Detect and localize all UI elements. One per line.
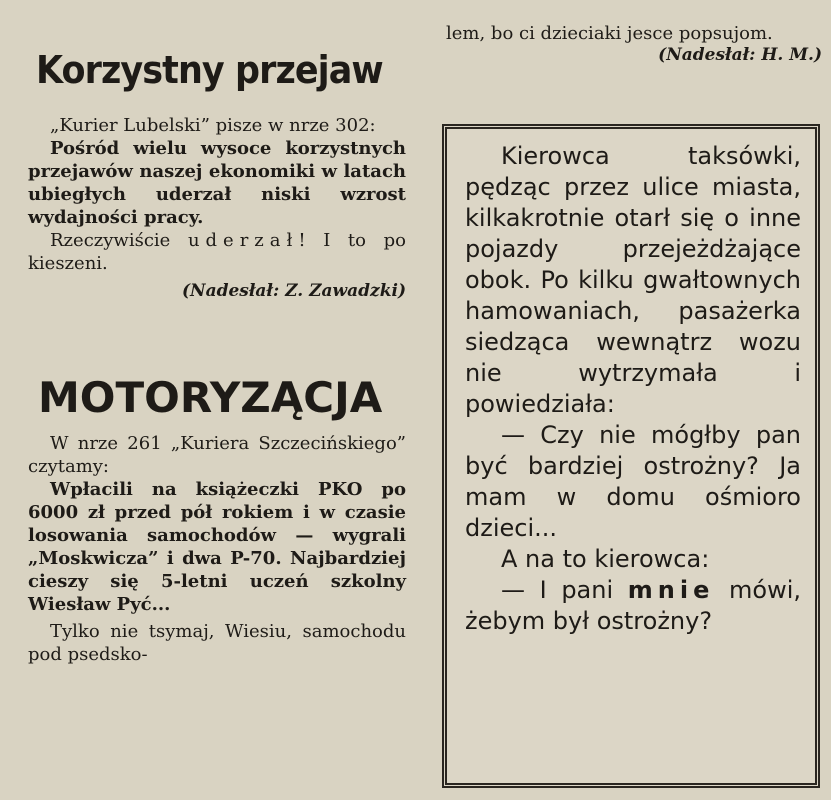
- anecdote-p2: — Czy nie mógłby pan być bardziej ostrożny? Ja mam w domu ośmioro dzieci...: [465, 421, 801, 542]
- article1-comment-end: ! I to po kieszeni.: [28, 230, 406, 274]
- article1-intro: „Kurier Lubelski” pisze w nrze 302:: [50, 115, 376, 136]
- article1-comment: [28, 229, 406, 275]
- article1-comment-emphasis: uderzał: [187, 230, 299, 251]
- article1-quote: Pośród wielu wysoce korzystnych przejawów naszej ekonomiki w latach ubiegłych uderzał niski wzrost wydajności pracy.: [28, 138, 406, 228]
- article2-quote: Wpłacili na książeczki PKO po 6000 zł przed pół rokiem i w czasie losowania samochodów — wygrali „Moskwicza” i dwa P-70. Najbardziej cieszy się 5-letni uczeń szkolny Wiesław Pyć...: [28, 479, 406, 615]
- article1-signature: (Nadesłał: Z. Zawadzki): [181, 281, 406, 301]
- anecdote-p4-end: mówi, żebym był ostrożny?: [465, 576, 801, 635]
- anecdote-p4: [465, 575, 801, 637]
- anecdote-text: [447, 129, 815, 637]
- article1-title: Korzystny przejaw: [36, 48, 383, 92]
- right-column-top: [442, 22, 822, 65]
- anecdote-p4-start: — I pani: [501, 576, 614, 604]
- left-column: [28, 38, 406, 666]
- article2-signature: (Nadesłał: H. M.): [658, 45, 822, 65]
- article2-comment-part1: Tylko nie tsymaj, Wiesiu, samochodu pod psedsko-: [28, 621, 406, 665]
- article2-intro: W nrze 261 „Kuriera Szczecińskiego” czytamy:: [28, 433, 406, 477]
- anecdote-p1: Kierowca taksówki, pędząc przez ulice miasta, kilkakrotnie otarł się o inne pojazdy przejeżdżające obok. Po kilku gwałtownych hamowaniach, pasażerka siedząca wewnątrz wozu nie wytrzymała i powiedziała:: [465, 142, 801, 418]
- article2-title: MOTORYZĄCJA: [38, 373, 383, 422]
- anecdote-p3: A na to kierowca:: [501, 545, 710, 573]
- article2-comment-part2: lem, bo ci dzieciaki jesce popsujom.: [446, 23, 773, 44]
- anecdote-p4-emphasis: mnie: [627, 576, 715, 604]
- anecdote-box: [442, 124, 820, 788]
- article1-comment-start: Rzeczywiście: [50, 230, 171, 251]
